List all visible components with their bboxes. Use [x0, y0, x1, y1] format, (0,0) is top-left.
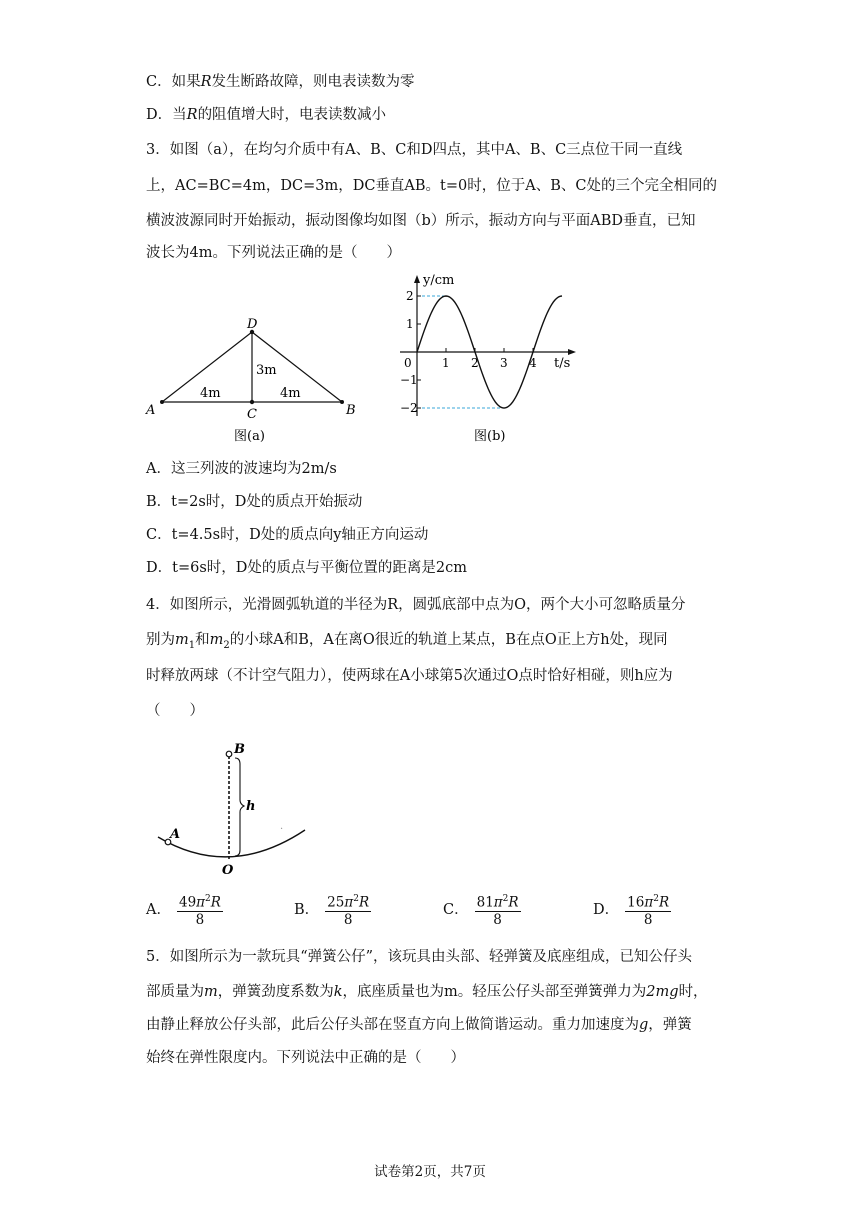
length-dc: 3m [256, 363, 277, 378]
length-ac: 4m [200, 386, 221, 401]
x-tick-label-2: 3 [500, 356, 508, 370]
ball-b [226, 751, 232, 757]
q2-option-d: D．当R的阻值增大时，电表读数减小 [146, 107, 387, 123]
point-b [340, 400, 344, 404]
q4-option-c: C． $\frac{81\pi^2R}{8}$ [443, 890, 521, 930]
point-c [250, 400, 254, 404]
q4-option-d: D． $\frac{16\pi^2R}{8}$ [593, 890, 671, 930]
q3-stem-line-4: 波长为4m。下列说法正确的是（ ） [146, 245, 401, 261]
q4-option-a: A． $\frac{49\pi^2R}{8}$ [146, 890, 223, 930]
label-point-o: O [222, 863, 234, 878]
origin-label: 0 [404, 356, 412, 370]
q3-stem-line-2: 上，AC=BC=4m，DC=3m，DC垂直AB。t=0时，位于A、B、C处的三个完全相同的 [146, 178, 717, 194]
q5-stem-line-3: 由静止释放公仔头部，此后公仔头部在竖直方向上做简谐运动。重力加速度为g，弹簧 [146, 1017, 692, 1033]
x-tick-label-3: 4 [529, 356, 537, 370]
q3-stem-line-1: 3．如图（a），在均匀介质中有A、B、C和D四点，其中A、B、C三点位干同一直线 [146, 142, 683, 158]
y-tick-label-3: −2 [400, 401, 418, 415]
figure-b-caption: 图(b) [474, 429, 506, 444]
q4-stem-line-4: （ ） [146, 703, 204, 719]
q5-stem-line-2: 部质量为m，弹簧劲度系数为k，底座质量也为m。轻压公仔头部至弹簧弹力为2mg时， [146, 984, 708, 1000]
label-b: B [346, 403, 356, 418]
length-cb: 4m [280, 386, 301, 401]
q5-stem-line-4: 始终在弹性限度内。下列说法中正确的是（ ） [146, 1050, 465, 1066]
y-tick-label-0: 2 [406, 289, 414, 303]
x-axis-arrow [568, 349, 576, 355]
q4-stem-line-2: 别为$m_1$和$m_2$的小球A和B，A在离O很近的轨道上某点，B在点O正上方h处，现同 [146, 632, 668, 651]
svg-text:·: · [280, 824, 284, 835]
y-axis-arrow [414, 275, 420, 283]
x-tick-label-0: 1 [442, 356, 450, 370]
q3-option-a: A．这三列波的波速均为2m/s [146, 461, 337, 477]
x-axis-label: t/s [554, 356, 571, 371]
q4-stem-line-3: 时释放两球（不计空气阻力），使两球在A小球第5次通过O点时恰好相碰，则h应为 [146, 668, 673, 684]
height-brace [235, 758, 244, 856]
q2-option-c: C．如果R发生断路故障，则电表读数为零 [146, 74, 415, 90]
y-tick-label-1: 1 [406, 317, 414, 331]
y-axis-label: y/cm [423, 273, 455, 288]
label-ball-b: B [234, 742, 245, 757]
q5-stem-line-1: 5．如图所示为一款玩具“弹簧公仔”，该玩具由头部、轻弹簧及底座组成，已知公仔头 [146, 949, 693, 965]
y-tick-label-2: −1 [400, 373, 418, 387]
q4-option-b: B． $\frac{25\pi^2R}{8}$ [294, 890, 371, 930]
label-ball-a: A [170, 827, 181, 842]
q4-figure [150, 740, 310, 878]
label-c: C [247, 407, 257, 422]
label-a: A [146, 403, 156, 418]
point-a [160, 400, 164, 404]
q3-option-d: D．t=6s时，D处的质点与平衡位置的距离是2cm [146, 560, 467, 576]
page-footer: 试卷第2页，共7页 [374, 1164, 486, 1180]
label-d: D [247, 317, 258, 332]
figure-a-caption: 图(a) [234, 429, 265, 444]
label-height-h: h [246, 799, 256, 814]
q4-stem-line-1: 4．如图所示，光滑圆弧轨道的半径为R，圆弧底部中点为O，两个大小可忽略质量分 [146, 597, 686, 613]
q3-figure-a [140, 310, 370, 450]
q3-stem-line-3: 横波波源同时开始振动，振动图像均如图（b）所示，振动方向与平面ABD垂直，已知 [146, 213, 696, 229]
q3-option-b: B．t=2s时，D处的质点开始振动 [146, 494, 363, 510]
q3-figure-b [390, 268, 590, 448]
x-tick-label-1: 2 [471, 356, 479, 370]
q3-option-c: C．t=4.5s时，D处的质点向y轴正方向运动 [146, 527, 429, 543]
